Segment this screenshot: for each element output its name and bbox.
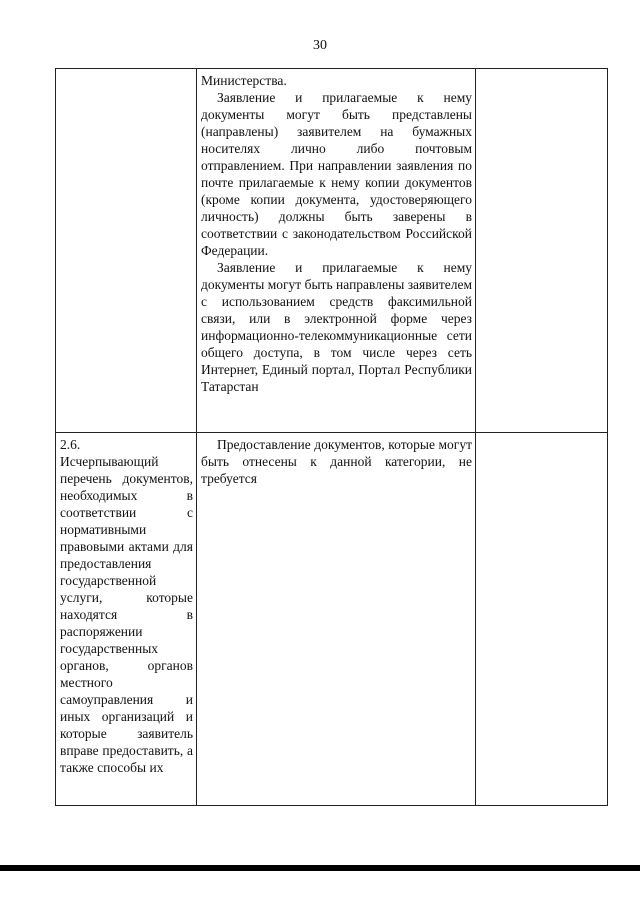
table-cell-content xyxy=(197,69,476,433)
table-cell-empty xyxy=(476,433,608,806)
table-row xyxy=(56,69,608,433)
paragraph-electronic-submission: Заявление и прилагаемые к нему документы могут быть направлены заявителем с использованием средств факсимильной связи, или в электронной форме через информационно-телекоммуникационные сети общего доступа, в том числе через сеть Интернет, Единый портал, Портал Республики Татарстан xyxy=(201,260,472,394)
table-row xyxy=(56,433,608,806)
paragraph-continuation: Министерства. xyxy=(201,73,287,88)
table-cell-section xyxy=(56,433,197,806)
scan-bottom-border xyxy=(0,865,640,871)
regulation-table xyxy=(55,68,608,806)
section-number: 2.6. xyxy=(60,437,81,452)
table-cell-section xyxy=(56,69,197,433)
table-cell-content xyxy=(197,433,476,806)
page-number: 30 xyxy=(313,38,327,53)
section-title: Исчерпывающий перечень документов, необходимых в соответствии с нормативными правовыми актами для предоставления государственной услуги, которые находятся в распоряжении государственных органов, органов местного самоуправления и иных организаций и которые заявитель вправе предоставить, а также способы их xyxy=(60,454,193,775)
paragraph-not-required: Предоставление документов, которые могут быть отнесены к данной категории, не требуется xyxy=(201,437,472,486)
table-cell-empty xyxy=(476,69,608,433)
paragraph-paper-submission: Заявление и прилагаемые к нему документы могут быть представлены (направлены) заявителем на бумажных носителях лично либо почтовым отправлением. При направлении заявления по почте прилагаемые к нему копии документов (кроме копии документа, удостоверяющего личность) должны быть заверены в соответствии с законодательством Российской Федерации. xyxy=(201,90,472,258)
